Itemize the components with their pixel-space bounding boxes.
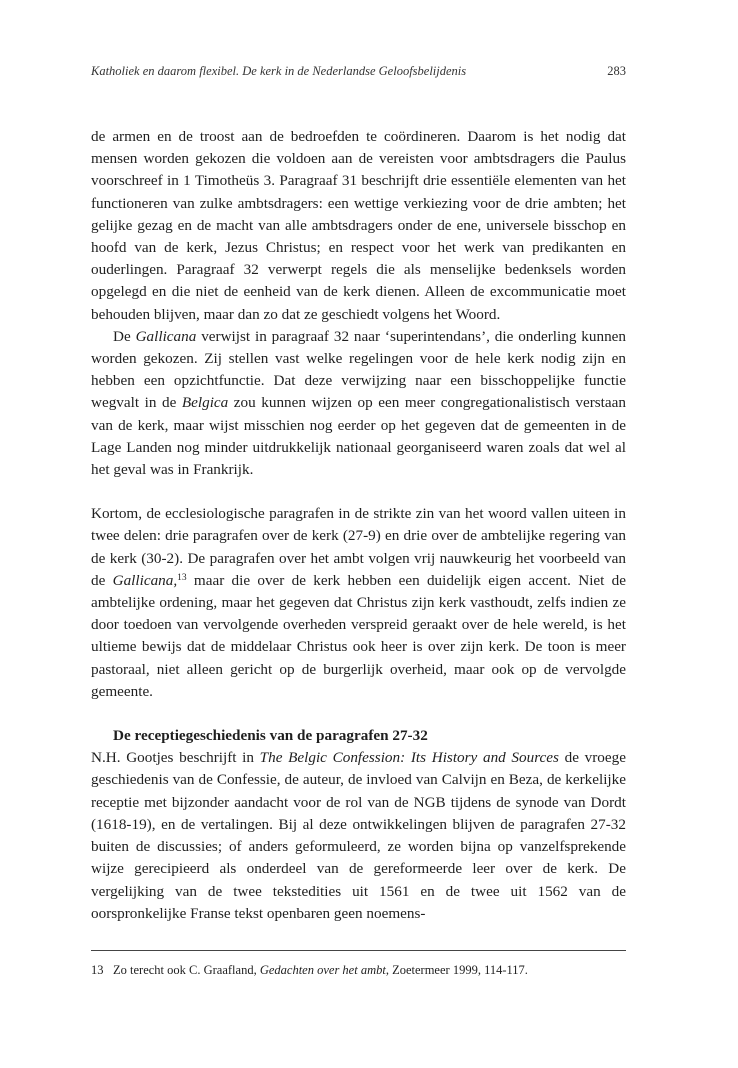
body-text <box>91 126 626 925</box>
footnote-ref-13[interactable]: 13 <box>177 572 187 583</box>
gallicana-title-2: Gallicana, <box>112 571 178 589</box>
paragraph-2-text-a: De <box>113 327 136 345</box>
running-head: Katholiek en daarom flexibel. De kerk in de Nederlandse Geloofsbelijdenis <box>91 64 467 78</box>
section-heading: De receptiegeschiedenis van de paragrafen 27-32 <box>113 727 428 745</box>
paragraph-2 <box>91 326 626 481</box>
paragraph-1: de armen en de troost aan de bedroefden te coördineren. Daarom is het nodig dat mensen worden gekozen die voldoen aan de vereisten voor ambtsdragers die Paulus voorschreef in 1 Timotheüs 3. Paragraaf 31 beschrijft drie essentiële elementen van het functioneren van zulke ambtsdragers: een wettige verkiezing voor de drie ambten; het gelijke gezag en de macht van alle ambtsdragers onder de ene, universele bisschop en hoofd van de kerk, Jezus Christus; en respect voor het werk van predikanten en ouderlingen. Paragraaf 32 verwerpt regels die als menselijke bedenksels worden opgelegd en die niet de eenheid van de kerk dienen. Alleen de excommunicatie moet behouden blijven, maar dan zo dat ze geschiedt volgens het Woord. <box>91 128 626 323</box>
footnote-title: Gedachten over het ambt <box>259 963 386 977</box>
paragraph-3-text-c: maar die over de kerk hebben een duidelijk eigen accent. Niet de ambtelijke ordening, maar het gegeven dat Christus zijn kerk vasthoudt, zelfs indien ze door toedoen van vervolgende overheden verspreid geraakt over de hele wereld, is het ultieme bewijs dat de middelaar Christus ook heer is over zijn kerk. De toon is meer pastoraal, niet alleen gericht op de burgerlijk overheid, maar ook op de vervolgde gemeente. <box>91 571 626 700</box>
book-title: The Belgic Confession: Its History and Sources <box>259 749 559 767</box>
page-number: 283 <box>607 64 626 78</box>
paragraph-2-text-c: verwijst in paragraaf 32 naar ‘superintendans’, die onderling kunnen worden gekozen. Zij stellen vast welke regelingen voor de hele kerk nodig zijn en hebben een opzichtfunctie. Dat deze verwijzing naar een bisschoppelijke functie wegvalt in de <box>91 327 626 412</box>
footnote-text-a: Zo terecht ook C. Graafland, <box>113 963 260 977</box>
paragraph-4 <box>91 747 626 925</box>
paragraph-4-text-c: de vroege geschiedenis van de Confessie, de auteur, de invloed van Calvijn en Beza, de kerkelijke receptie met bijzonder aandacht voor de rol van de NGB tijdens de synode van Dordt (1618-19), en de vertalingen. Bij al deze ontwikkelingen blijven de paragrafen 27-32 buiten de discussies; of anders geformuleerd, ze worden bijna op vanzelfsprekende wijze gerecipieerd als onderdeel van de gereformeerde leer over de kerk. De vergelijking van de twee tekstedities uit 1561 en de twee uit 1562 van de oorspronkelijke Franse tekst openbaren geen noemens- <box>91 749 626 922</box>
gallicana-title: Gallicana <box>135 327 197 345</box>
footnote-number: 13 <box>91 963 104 977</box>
paragraph-2-text-e: zou kunnen wijzen op een meer congregationalistisch verstaan van de kerk, maar wijst misschien nog eerder op het gegeven dat de gemeenten in de Lage Landen nog minder uitdrukkelijk nationaal georganiseerd waren zoals dat wel al het geval was in Frankrijk. <box>91 394 626 479</box>
paragraph-3-text-a: Kortom, de ecclesiologische paragrafen in de strikte zin van het woord vallen uiteen in twee delen: drie paragrafen over de kerk (27-9) en drie over de ambtelijke regering van de kerk (30-2). De paragrafen over het ambt volgen vrij nauwkeurig het voorbeeld van de <box>91 505 626 589</box>
footnote-rule <box>91 950 626 951</box>
footnote <box>91 962 626 978</box>
belgica-title: Belgica <box>181 394 229 412</box>
footnote-text-c: , Zoetermeer 1999, 114-117. <box>385 963 528 977</box>
paragraph-3 <box>91 503 626 703</box>
paragraph-4-text-a: N.H. Gootjes beschrijft in <box>91 749 260 767</box>
